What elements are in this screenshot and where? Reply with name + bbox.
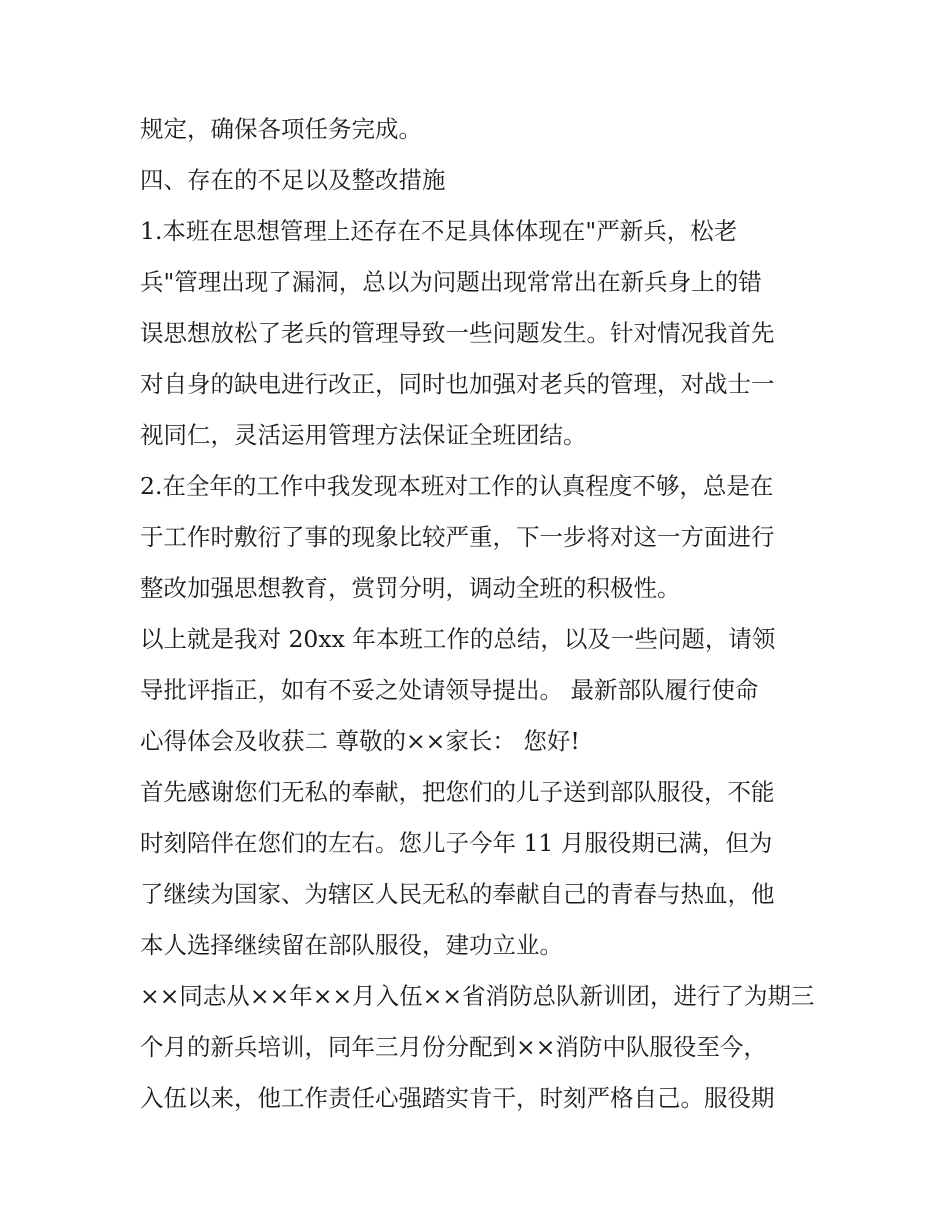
text-line: 了继续为国家、为辖区人民无私的奉献自己的青春与热血，他 xyxy=(140,880,775,908)
text-line: 入伍以来，他工作责任心强踏实肯干，时刻严格自己。服役期 xyxy=(140,1084,775,1112)
text-line: 于工作时敷衍了事的现象比较严重，下一步将对这一方面进行 xyxy=(140,523,775,551)
text-line: 规定，确保各项任务完成。 xyxy=(140,115,422,143)
document-body xyxy=(140,104,820,1124)
text-line: 对自身的缺电进行改正，同时也加强对老兵的管理，对战士一 xyxy=(140,370,775,398)
text-line: 整改加强思想教育，赏罚分明，调动全班的积极性。 xyxy=(140,574,681,602)
text-line: 本人选择继续留在部队服役，建功立业。 xyxy=(140,931,563,959)
text-line: 心得体会及收获二 尊敬的××家长： 您好! xyxy=(140,727,580,755)
text-line: 兵"管理出现了漏洞，总以为问题出现常常出在新兵身上的错 xyxy=(140,268,762,296)
text-line: 时刻陪伴在您们的左右。您儿子今年 11 月服役期已满，但为 xyxy=(140,829,773,857)
text-line: ××同志从××年××月入伍××省消防总队新训团，进行了为期三 xyxy=(140,982,815,1010)
section-heading: 四、存在的不足以及整改措施 xyxy=(140,166,446,194)
text-line: 2.在全年的工作中我发现本班对工作的认真程度不够，总是在 xyxy=(140,472,774,500)
text-line: 误思想放松了老兵的管理导致一些问题发生。针对情况我首先 xyxy=(140,319,775,347)
text-line: 首先感谢您们无私的奉献，把您们的儿子送到部队服役，不能 xyxy=(140,778,775,806)
text-line: 视同仁，灵活运用管理方法保证全班团结。 xyxy=(140,421,587,449)
text-line: 导批评指正，如有不妥之处请领导提出。 最新部队履行使命 xyxy=(140,676,759,704)
text-line: 1.本班在思想管理上还存在不足具体体现在"严新兵，松老 xyxy=(140,217,738,245)
text-line: 以上就是我对 20xx 年本班工作的总结，以及一些问题，请领 xyxy=(140,625,776,653)
text-line: 个月的新兵培训，同年三月份分配到××消防中队服役至今， xyxy=(140,1033,767,1061)
